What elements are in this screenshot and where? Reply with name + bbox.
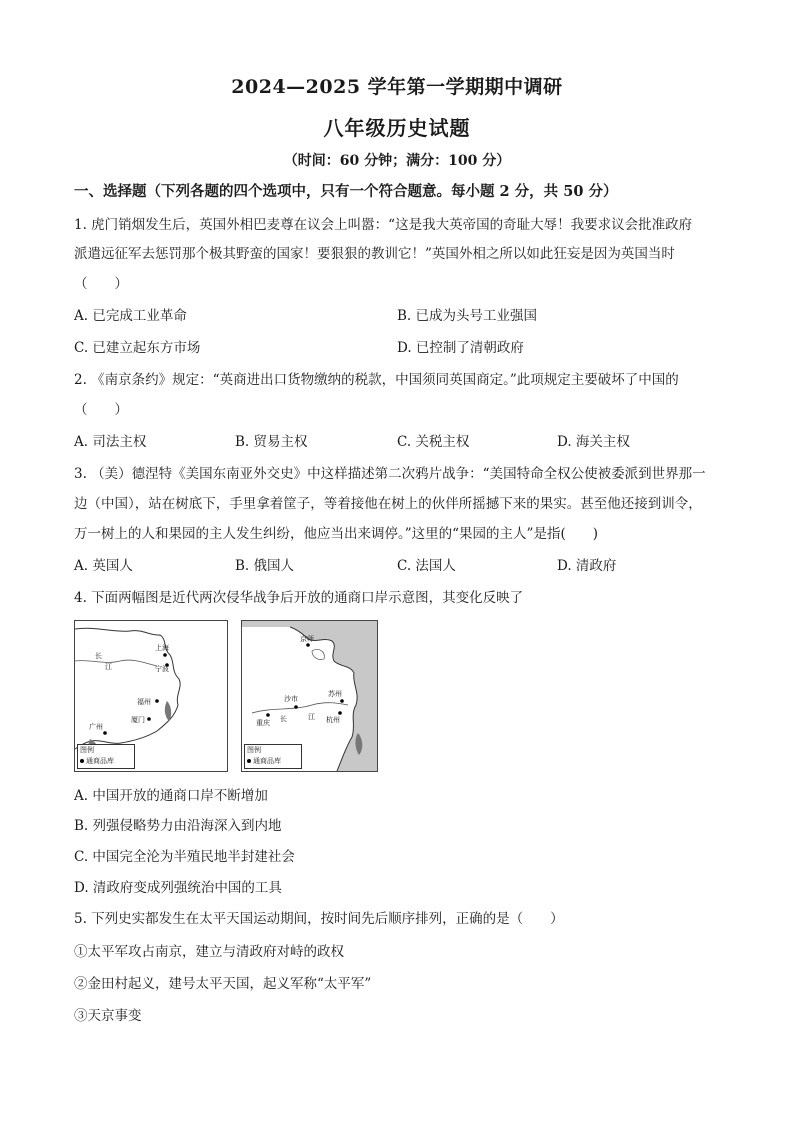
river-path-2 bbox=[252, 703, 348, 713]
q2-option-a: A. 司法主权 bbox=[74, 434, 147, 450]
port-dot-guangzhou bbox=[103, 731, 107, 735]
map1-label-fuzhou: 福州 bbox=[137, 698, 151, 706]
q1-option-b: B. 已成为头号工业强国 bbox=[397, 308, 538, 324]
q2-stem-line1: 2. 《南京条约》规定：“英商进出口货物缴纳的税款，中国须同英国商定。”此项规定主要破坏了中国的 bbox=[74, 372, 679, 388]
q3-stem-line3: 万一树上的人和果园的主人发生纠纷，他应当出来调停。”这里的“果园的主人”是指( ) bbox=[74, 526, 598, 542]
port-dot-hangzhou bbox=[338, 711, 342, 715]
port-dot-suzhou bbox=[340, 699, 344, 703]
map2-label-chang: 长 bbox=[280, 715, 287, 723]
map2-label-suzhou: 苏州 bbox=[328, 690, 342, 698]
q4-option-a: A. 中国开放的通商口岸不断增加 bbox=[74, 788, 268, 804]
legend-dot-icon bbox=[80, 759, 84, 763]
map2-label-jiang: 江 bbox=[308, 713, 315, 721]
exam-info: （时间：60 分钟；满分：100 分） bbox=[283, 153, 511, 169]
map1-label-jiang: 江 bbox=[105, 663, 112, 671]
q3-option-d: D. 清政府 bbox=[557, 558, 617, 574]
map2-legend bbox=[244, 744, 302, 769]
q3-stem-line2: 边（中国），站在树底下，手里拿着筐子，等着接他在树上的伙伴所摇撼下来的果实。甚至他还接到训令， bbox=[74, 496, 702, 512]
port-dot-chongqing bbox=[266, 713, 270, 717]
map-second-opium-war-ports bbox=[241, 620, 378, 772]
port-dot-jingshi bbox=[306, 643, 310, 647]
q1-stem-line2: 派遣远征军去惩罚那个极其野蛮的国家！要狠狠的教训它！”英国外相之所以如此狂妄是因为英国当时 bbox=[74, 246, 675, 262]
q1-option-c: C. 已建立起东方市场 bbox=[74, 340, 201, 356]
port-dot-shashi bbox=[294, 705, 298, 709]
q5-item-2: ②金田村起义，建号太平天国，起义军称“太平军” bbox=[74, 976, 372, 992]
q2-option-b: B. 贸易主权 bbox=[235, 434, 308, 450]
map1-label-ningbo: 宁波 bbox=[155, 665, 169, 673]
exam-subject-title: 八年级历史试题 bbox=[323, 116, 471, 140]
legend-dot-icon bbox=[247, 759, 251, 763]
exam-title: 2024—2025 学年第一学期期中调研 bbox=[231, 76, 563, 98]
map2-label-shashi: 沙市 bbox=[284, 695, 298, 703]
map1-label-guangzhou: 广州 bbox=[89, 723, 103, 731]
river-path bbox=[75, 660, 157, 666]
map1-label-chang: 长 bbox=[95, 652, 102, 660]
q1-stem-line3: （ ） bbox=[74, 276, 128, 292]
q3-option-a: A. 英国人 bbox=[74, 558, 133, 574]
q2-option-c: C. 关税主权 bbox=[397, 434, 470, 450]
q5-item-1: ①太平军攻占南京，建立与清政府对峙的政权 bbox=[74, 944, 344, 960]
map1-legend-title: 图例 bbox=[80, 746, 94, 754]
q5-stem: 5. 下列史实都发生在太平天国运动期间，按时间先后顺序排列，正确的是（ ） bbox=[74, 911, 564, 927]
map2-legend-entry bbox=[247, 756, 301, 767]
map2-legend-title: 图例 bbox=[247, 746, 261, 754]
section-heading: 一、选择题（下列各题的四个选项中，只有一个符合题意。每小题 2 分，共 50 分） bbox=[74, 183, 618, 200]
port-dot-xiamen bbox=[147, 717, 151, 721]
q2-option-d: D. 海关主权 bbox=[557, 434, 630, 450]
port-dot-shanghai bbox=[163, 653, 167, 657]
map1-label-shanghai: 上海 bbox=[155, 644, 169, 652]
q1-option-d: D. 已控制了清朝政府 bbox=[397, 340, 524, 356]
q4-stem: 4. 下面两幅图是近代两次侵华战争后开放的通商口岸示意图，其变化反映了 bbox=[74, 590, 524, 606]
map2-label-hangzhou: 杭州 bbox=[326, 716, 340, 724]
map2-label-chongqing: 重庆 bbox=[256, 719, 270, 727]
q3-option-c: C. 法国人 bbox=[397, 558, 456, 574]
map1-legend-entry bbox=[80, 756, 134, 767]
map-first-opium-war-ports bbox=[74, 620, 228, 772]
q3-option-b: B. 俄国人 bbox=[235, 558, 295, 574]
port-dot-fuzhou bbox=[155, 699, 159, 703]
map1-legend bbox=[77, 744, 135, 769]
bohai-outline bbox=[312, 649, 324, 659]
q3-stem-line1: 3. （美）德涅特《美国东南亚外交史》中这样描述第二次鸦片战争：“美国特命全权公使被委派到世界那一 bbox=[74, 466, 706, 482]
map1-label-xiamen: 厦门 bbox=[131, 716, 145, 724]
q4-option-c: C. 中国完全沦为半殖民地半封建社会 bbox=[74, 849, 295, 865]
q4-option-d: D. 清政府变成列强统治中国的工具 bbox=[74, 880, 282, 896]
island-taiwan bbox=[165, 701, 171, 721]
q2-stem-line2: （ ） bbox=[74, 402, 128, 418]
map1-legend-label: 通商品库 bbox=[86, 757, 114, 765]
q4-option-b: B. 列强侵略势力由沿海深入到内地 bbox=[74, 818, 282, 834]
map2-label-jingshi: 京师 bbox=[300, 635, 314, 643]
q5-item-3: ③天京事变 bbox=[74, 1008, 142, 1024]
q1-stem-line1: 1. 虎门销烟发生后，英国外相巴麦尊在议会上叫嚣：“这是我大英帝国的奇耻大辱！我要求议会批准政府 bbox=[74, 217, 693, 233]
q1-option-a: A. 已完成工业革命 bbox=[74, 308, 187, 324]
map2-legend-label: 通商品库 bbox=[253, 757, 281, 765]
